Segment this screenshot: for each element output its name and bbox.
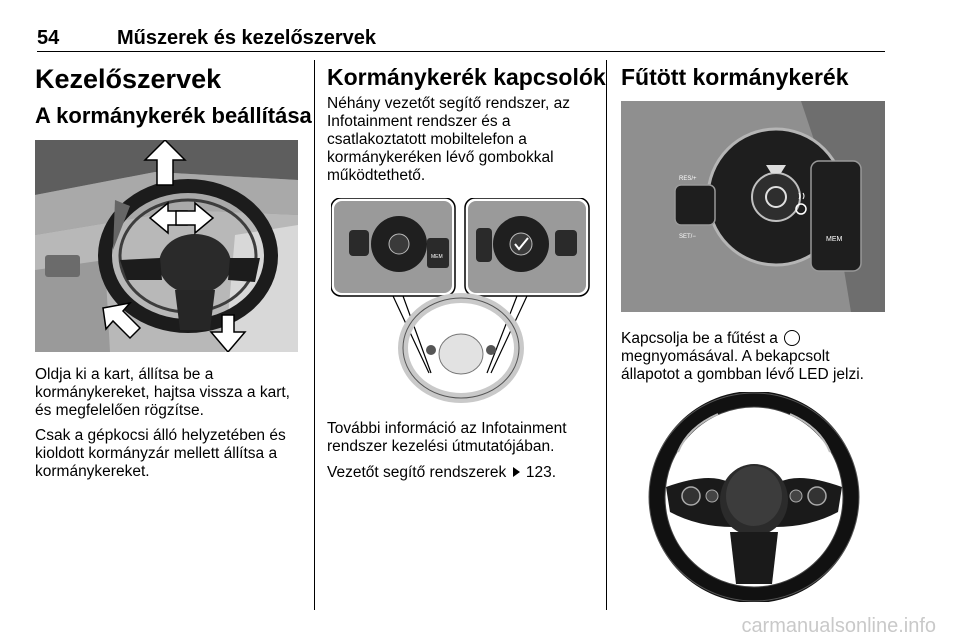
- paragraph: Csak a gépkocsi álló helyzetében és kioldott kormányzár mellett állítsa a kormánykereket.: [35, 427, 286, 480]
- heated-wheel-symbol-icon: [784, 330, 800, 346]
- watermark: carmanualsonline.info: [741, 615, 936, 637]
- section-heading: Fűtött kormánykerék: [621, 64, 849, 90]
- reference-text: Vezetőt segítő rendszerek: [327, 464, 507, 481]
- reference-page: 123.: [525, 464, 557, 481]
- column-steering-controls-text: [327, 420, 595, 482]
- page-number: 54: [37, 27, 60, 49]
- set-label: SET/−: [679, 234, 696, 240]
- column-steering-adjust-text: [35, 366, 305, 481]
- mem-label: MEM: [431, 254, 443, 260]
- steering-controls-illustration: [331, 198, 591, 403]
- heated-steering-wheel-illustration: [648, 392, 860, 602]
- section-heading: Kezelőszervek: [35, 64, 222, 94]
- res-label: RES/+: [679, 176, 697, 182]
- header-rule: [37, 51, 885, 52]
- paragraph: További információ az Infotainment rendszer kezelési útmutatójában.: [327, 420, 567, 455]
- chapter-title: Műszerek és kezelőszervek: [117, 27, 377, 49]
- paragraph-end: megnyomásával. A bekapcsolt állapotot a gombban lévő LED jelzi.: [621, 348, 864, 383]
- column-heated-wheel: [621, 62, 891, 92]
- column-heated-wheel-text: [621, 330, 886, 384]
- column-steering-adjust: [35, 62, 312, 130]
- paragraph: [621, 330, 886, 384]
- paragraph: Néhány vezetőt segítő rendszer, az Infotainment rendszer és a csatlakoztatott mobiltelefon a kormánykeréken lévő gombokkal működtethető.: [327, 95, 570, 184]
- cross-reference: [327, 464, 595, 482]
- page-reference-icon: [513, 467, 520, 477]
- heated-wheel-button-illustration: [621, 101, 885, 312]
- subsection-heading: A kormánykerék beállítása: [35, 103, 312, 128]
- paragraph: Oldja ki a kart, állítsa be a kormánykereket, hajtsa vissza a kart, és megfelelően rögzítse.: [35, 366, 290, 419]
- column-steering-controls: [327, 62, 606, 185]
- steering-adjust-illustration: [35, 140, 298, 352]
- column-separator-2: [606, 60, 607, 610]
- column-separator-1: [314, 60, 315, 610]
- paragraph-start: Kapcsolja be a fűtést a: [621, 330, 778, 347]
- mem-label: MEM: [826, 236, 843, 243]
- section-heading: Kormánykerék kapcsolók: [327, 64, 606, 90]
